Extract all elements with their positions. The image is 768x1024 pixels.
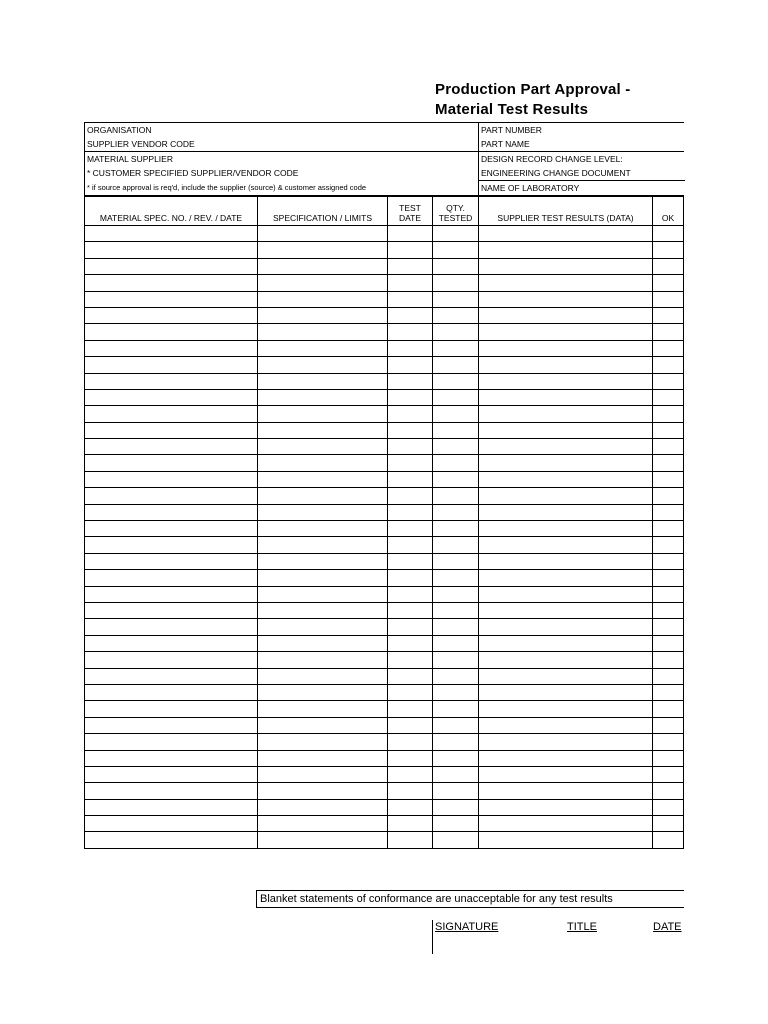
- qty-tested-cell[interactable]: [433, 783, 479, 799]
- qty-tested-cell[interactable]: [433, 701, 479, 717]
- qty-tested-cell[interactable]: [433, 307, 479, 323]
- ok-cell[interactable]: [653, 389, 684, 405]
- supplier-test-results-cell[interactable]: [479, 258, 653, 274]
- test-date-cell[interactable]: [388, 226, 433, 242]
- table-row: [85, 324, 684, 340]
- ok-cell[interactable]: [653, 471, 684, 487]
- table-row: [85, 291, 684, 307]
- col-material-spec-header: MATERIAL SPEC. NO. / REV. / DATE: [85, 197, 258, 226]
- part-number-label: PART NUMBER: [481, 125, 542, 135]
- ok-cell[interactable]: [653, 799, 684, 815]
- supplier-test-results-cell[interactable]: [479, 242, 653, 258]
- specification-limits-cell[interactable]: [258, 668, 388, 684]
- ok-cell[interactable]: [653, 586, 684, 602]
- material-spec-cell[interactable]: [85, 307, 258, 323]
- table-body: [85, 226, 684, 849]
- specification-limits-cell[interactable]: [258, 750, 388, 766]
- material-spec-cell[interactable]: [85, 504, 258, 520]
- ok-cell[interactable]: [653, 488, 684, 504]
- specification-limits-cell[interactable]: [258, 373, 388, 389]
- test-date-cell[interactable]: [388, 422, 433, 438]
- material-spec-cell[interactable]: [85, 357, 258, 373]
- ok-cell[interactable]: [653, 455, 684, 471]
- supplier-test-results-cell[interactable]: [479, 570, 653, 586]
- material-spec-cell[interactable]: [85, 488, 258, 504]
- material-spec-cell[interactable]: [85, 602, 258, 618]
- table-row: [85, 635, 684, 651]
- material-spec-cell[interactable]: [85, 750, 258, 766]
- qty-tested-cell[interactable]: [433, 602, 479, 618]
- supplier-test-results-cell[interactable]: [479, 471, 653, 487]
- test-date-cell[interactable]: [388, 537, 433, 553]
- qty-tested-cell[interactable]: [433, 799, 479, 815]
- qty-tested-cell[interactable]: [433, 242, 479, 258]
- ok-cell[interactable]: [653, 242, 684, 258]
- specification-limits-cell[interactable]: [258, 766, 388, 782]
- table-row: [85, 340, 684, 356]
- test-date-cell[interactable]: [388, 275, 433, 291]
- specification-limits-cell[interactable]: [258, 619, 388, 635]
- specification-limits-cell[interactable]: [258, 242, 388, 258]
- specification-limits-cell[interactable]: [258, 275, 388, 291]
- test-date-cell[interactable]: [388, 783, 433, 799]
- ok-cell[interactable]: [653, 275, 684, 291]
- ok-cell[interactable]: [653, 652, 684, 668]
- qty-tested-cell[interactable]: [433, 750, 479, 766]
- test-date-cell[interactable]: [388, 291, 433, 307]
- material-spec-cell[interactable]: [85, 340, 258, 356]
- qty-tested-cell[interactable]: [433, 275, 479, 291]
- supplier-test-results-cell[interactable]: [479, 734, 653, 750]
- ok-cell[interactable]: [653, 307, 684, 323]
- material-spec-cell[interactable]: [85, 570, 258, 586]
- specification-limits-cell[interactable]: [258, 504, 388, 520]
- material-spec-cell[interactable]: [85, 521, 258, 537]
- qty-tested-cell[interactable]: [433, 521, 479, 537]
- supplier-test-results-cell[interactable]: [479, 717, 653, 733]
- test-date-cell[interactable]: [388, 717, 433, 733]
- qty-tested-cell[interactable]: [433, 324, 479, 340]
- ok-cell[interactable]: [653, 357, 684, 373]
- ok-cell[interactable]: [653, 783, 684, 799]
- table-row: [85, 750, 684, 766]
- material-spec-cell[interactable]: [85, 258, 258, 274]
- qty-tested-cell[interactable]: [433, 373, 479, 389]
- qty-tested-cell[interactable]: [433, 717, 479, 733]
- table-row: [85, 504, 684, 520]
- supplier-test-results-cell[interactable]: [479, 816, 653, 832]
- material-spec-cell[interactable]: [85, 701, 258, 717]
- ok-cell[interactable]: [653, 324, 684, 340]
- signature-divider: [432, 920, 433, 954]
- material-spec-cell[interactable]: [85, 242, 258, 258]
- supplier-test-results-cell[interactable]: [479, 832, 653, 848]
- specification-limits-cell[interactable]: [258, 717, 388, 733]
- table-row: [85, 373, 684, 389]
- supplier-test-results-cell[interactable]: [479, 783, 653, 799]
- qty-tested-cell[interactable]: [433, 357, 479, 373]
- test-date-cell[interactable]: [388, 357, 433, 373]
- ok-cell[interactable]: [653, 701, 684, 717]
- ok-cell[interactable]: [653, 340, 684, 356]
- qty-tested-cell[interactable]: [433, 504, 479, 520]
- specification-limits-cell[interactable]: [258, 488, 388, 504]
- specification-limits-cell[interactable]: [258, 521, 388, 537]
- supplier-test-results-cell[interactable]: [479, 340, 653, 356]
- supplier-test-results-cell[interactable]: [479, 521, 653, 537]
- material-spec-cell[interactable]: [85, 635, 258, 651]
- qty-tested-cell[interactable]: [433, 766, 479, 782]
- test-date-cell[interactable]: [388, 307, 433, 323]
- supplier-test-results-cell[interactable]: [479, 406, 653, 422]
- specification-limits-cell[interactable]: [258, 406, 388, 422]
- table-row: [85, 307, 684, 323]
- table-row: [85, 799, 684, 815]
- qty-tested-cell[interactable]: [433, 586, 479, 602]
- signature-label: SIGNATURE: [435, 921, 499, 933]
- qty-tested-cell[interactable]: [433, 553, 479, 569]
- supplier-test-results-cell[interactable]: [479, 504, 653, 520]
- material-spec-cell[interactable]: [85, 684, 258, 700]
- test-date-cell[interactable]: [388, 258, 433, 274]
- material-spec-cell[interactable]: [85, 799, 258, 815]
- test-date-cell[interactable]: [388, 406, 433, 422]
- qty-tested-cell[interactable]: [433, 734, 479, 750]
- material-spec-cell[interactable]: [85, 537, 258, 553]
- form-title: [435, 80, 631, 120]
- name-of-laboratory-label: NAME OF LABORATORY: [481, 183, 580, 193]
- table-row: [85, 242, 684, 258]
- test-date-cell[interactable]: [388, 816, 433, 832]
- specification-limits-cell[interactable]: [258, 701, 388, 717]
- supplier-test-results-cell[interactable]: [479, 684, 653, 700]
- date-label: DATE: [653, 921, 682, 933]
- test-date-cell[interactable]: [388, 488, 433, 504]
- test-date-cell[interactable]: [388, 750, 433, 766]
- supplier-test-results-cell[interactable]: [479, 439, 653, 455]
- specification-limits-cell[interactable]: [258, 832, 388, 848]
- supplier-test-results-cell[interactable]: [479, 488, 653, 504]
- specification-limits-cell[interactable]: [258, 389, 388, 405]
- material-spec-cell[interactable]: [85, 422, 258, 438]
- qty-tested-cell[interactable]: [433, 652, 479, 668]
- qty-tested-cell[interactable]: [433, 439, 479, 455]
- specification-limits-cell[interactable]: [258, 258, 388, 274]
- specification-limits-cell[interactable]: [258, 340, 388, 356]
- supplier-test-results-cell[interactable]: [479, 668, 653, 684]
- test-date-cell[interactable]: [388, 521, 433, 537]
- specification-limits-cell[interactable]: [258, 816, 388, 832]
- table-row: [85, 422, 684, 438]
- ok-cell[interactable]: [653, 406, 684, 422]
- supplier-test-results-cell[interactable]: [479, 750, 653, 766]
- qty-tested-cell[interactable]: [433, 537, 479, 553]
- material-spec-cell[interactable]: [85, 734, 258, 750]
- test-date-cell[interactable]: [388, 455, 433, 471]
- qty-tested-cell[interactable]: [433, 684, 479, 700]
- ok-cell[interactable]: [653, 521, 684, 537]
- qty-tested-cell[interactable]: [433, 816, 479, 832]
- ok-cell[interactable]: [653, 684, 684, 700]
- qty-tested-cell[interactable]: [433, 635, 479, 651]
- qty-tested-cell[interactable]: [433, 471, 479, 487]
- material-spec-cell[interactable]: [85, 471, 258, 487]
- material-spec-cell[interactable]: [85, 455, 258, 471]
- specification-limits-cell[interactable]: [258, 226, 388, 242]
- table-row: [85, 357, 684, 373]
- col-supplier-test-results-header: SUPPLIER TEST RESULTS (DATA): [479, 197, 653, 226]
- supplier-test-results-cell[interactable]: [479, 701, 653, 717]
- specification-limits-cell[interactable]: [258, 799, 388, 815]
- test-date-cell[interactable]: [388, 242, 433, 258]
- qty-tested-cell[interactable]: [433, 340, 479, 356]
- col-ok-header: OK: [653, 197, 684, 226]
- ok-cell[interactable]: [653, 226, 684, 242]
- qty-tested-cell[interactable]: [433, 291, 479, 307]
- ok-cell[interactable]: [653, 504, 684, 520]
- table-row: [85, 226, 684, 242]
- form-title-line-1: Production Part Approval -: [435, 81, 631, 98]
- supplier-test-results-cell[interactable]: [479, 635, 653, 651]
- specification-limits-cell[interactable]: [258, 553, 388, 569]
- table-row: [85, 684, 684, 700]
- table-row: [85, 652, 684, 668]
- table-row: [85, 668, 684, 684]
- supplier-test-results-cell[interactable]: [479, 602, 653, 618]
- test-date-cell[interactable]: [388, 668, 433, 684]
- ok-cell[interactable]: [653, 717, 684, 733]
- qty-tested-cell[interactable]: [433, 258, 479, 274]
- ok-cell[interactable]: [653, 537, 684, 553]
- blanket-statement-notice: Blanket statements of conformance are unacceptable for any test results: [256, 890, 684, 908]
- test-date-cell[interactable]: [388, 635, 433, 651]
- col-test-date-header: TEST DATE: [388, 197, 433, 226]
- test-date-cell[interactable]: [388, 324, 433, 340]
- material-spec-cell[interactable]: [85, 553, 258, 569]
- specification-limits-cell[interactable]: [258, 734, 388, 750]
- supplier-test-results-cell[interactable]: [479, 307, 653, 323]
- table-row: [85, 389, 684, 405]
- test-date-cell[interactable]: [388, 734, 433, 750]
- test-date-cell[interactable]: [388, 471, 433, 487]
- material-spec-cell[interactable]: [85, 832, 258, 848]
- supplier-test-results-cell[interactable]: [479, 799, 653, 815]
- engineering-change-document-label: ENGINEERING CHANGE DOCUMENT: [481, 168, 631, 178]
- customer-specified-code-label: * CUSTOMER SPECIFIED SUPPLIER/VENDOR CODE: [87, 168, 299, 178]
- header-column-divider: [478, 123, 479, 195]
- specification-limits-cell[interactable]: [258, 471, 388, 487]
- table-row: [85, 602, 684, 618]
- organisation-label: ORGANISATION: [87, 125, 152, 135]
- specification-limits-cell[interactable]: [258, 537, 388, 553]
- material-spec-cell[interactable]: [85, 668, 258, 684]
- ok-cell[interactable]: [653, 734, 684, 750]
- title-label: TITLE: [567, 921, 597, 933]
- table-row: [85, 619, 684, 635]
- qty-tested-cell[interactable]: [433, 422, 479, 438]
- test-date-cell[interactable]: [388, 340, 433, 356]
- table-row: [85, 275, 684, 291]
- table-row: [85, 455, 684, 471]
- supplier-test-results-cell[interactable]: [479, 291, 653, 307]
- qty-tested-cell[interactable]: [433, 488, 479, 504]
- table-row: [85, 537, 684, 553]
- ok-cell[interactable]: [653, 422, 684, 438]
- supplier-test-results-cell[interactable]: [479, 619, 653, 635]
- table-row: [85, 570, 684, 586]
- test-date-cell[interactable]: [388, 766, 433, 782]
- table-row: [85, 734, 684, 750]
- table-row: [85, 406, 684, 422]
- ok-cell[interactable]: [653, 439, 684, 455]
- table-row: [85, 258, 684, 274]
- specification-limits-cell[interactable]: [258, 307, 388, 323]
- material-spec-cell[interactable]: [85, 373, 258, 389]
- test-date-cell[interactable]: [388, 799, 433, 815]
- specification-limits-cell[interactable]: [258, 422, 388, 438]
- specification-limits-cell[interactable]: [258, 455, 388, 471]
- test-date-cell[interactable]: [388, 701, 433, 717]
- specification-limits-cell[interactable]: [258, 570, 388, 586]
- ok-cell[interactable]: [653, 291, 684, 307]
- material-spec-cell[interactable]: [85, 389, 258, 405]
- col-specification-limits-header: SPECIFICATION / LIMITS: [258, 197, 388, 226]
- ok-cell[interactable]: [653, 373, 684, 389]
- supplier-test-results-cell[interactable]: [479, 389, 653, 405]
- test-date-cell[interactable]: [388, 373, 433, 389]
- qty-tested-cell[interactable]: [433, 389, 479, 405]
- specification-limits-cell[interactable]: [258, 586, 388, 602]
- design-record-change-level-label: DESIGN RECORD CHANGE LEVEL:: [481, 154, 623, 164]
- specification-limits-cell[interactable]: [258, 635, 388, 651]
- material-spec-cell[interactable]: [85, 439, 258, 455]
- test-date-cell[interactable]: [388, 439, 433, 455]
- table-row: [85, 521, 684, 537]
- table-row: [85, 766, 684, 782]
- qty-tested-cell[interactable]: [433, 570, 479, 586]
- supplier-test-results-cell[interactable]: [479, 553, 653, 569]
- ok-cell[interactable]: [653, 766, 684, 782]
- test-date-cell[interactable]: [388, 619, 433, 635]
- specification-limits-cell[interactable]: [258, 439, 388, 455]
- specification-limits-cell[interactable]: [258, 602, 388, 618]
- ok-cell[interactable]: [653, 570, 684, 586]
- test-date-cell[interactable]: [388, 684, 433, 700]
- supplier-test-results-cell[interactable]: [479, 357, 653, 373]
- specification-limits-cell[interactable]: [258, 291, 388, 307]
- test-date-cell[interactable]: [388, 504, 433, 520]
- supplier-test-results-cell[interactable]: [479, 373, 653, 389]
- qty-tested-cell[interactable]: [433, 832, 479, 848]
- table-row: [85, 471, 684, 487]
- ok-cell[interactable]: [653, 619, 684, 635]
- material-spec-cell[interactable]: [85, 324, 258, 340]
- ok-cell[interactable]: [653, 668, 684, 684]
- form-title-line-2: Material Test Results: [435, 101, 589, 118]
- form-header-box: [84, 122, 684, 196]
- table-row: [85, 586, 684, 602]
- supplier-test-results-cell[interactable]: [479, 586, 653, 602]
- supplier-vendor-code-label: SUPPLIER VENDOR CODE: [87, 139, 195, 149]
- test-date-cell[interactable]: [388, 652, 433, 668]
- test-results-table: [84, 196, 684, 849]
- specification-limits-cell[interactable]: [258, 783, 388, 799]
- table-row: [85, 553, 684, 569]
- specification-limits-cell[interactable]: [258, 684, 388, 700]
- part-name-label: PART NAME: [481, 139, 530, 149]
- ok-cell[interactable]: [653, 816, 684, 832]
- table-row: [85, 816, 684, 832]
- material-spec-cell[interactable]: [85, 406, 258, 422]
- qty-tested-cell[interactable]: [433, 455, 479, 471]
- supplier-test-results-cell[interactable]: [479, 455, 653, 471]
- table-row: [85, 701, 684, 717]
- ok-cell[interactable]: [653, 258, 684, 274]
- material-spec-cell[interactable]: [85, 619, 258, 635]
- ok-cell[interactable]: [653, 602, 684, 618]
- material-spec-cell[interactable]: [85, 226, 258, 242]
- material-spec-cell[interactable]: [85, 275, 258, 291]
- table-row: [85, 488, 684, 504]
- material-spec-cell[interactable]: [85, 717, 258, 733]
- supplier-test-results-cell[interactable]: [479, 226, 653, 242]
- table-row: [85, 717, 684, 733]
- supplier-test-results-cell[interactable]: [479, 324, 653, 340]
- qty-tested-cell[interactable]: [433, 668, 479, 684]
- qty-tested-cell[interactable]: [433, 226, 479, 242]
- material-spec-cell[interactable]: [85, 766, 258, 782]
- specification-limits-cell[interactable]: [258, 324, 388, 340]
- supplier-test-results-cell[interactable]: [479, 652, 653, 668]
- col-qty-tested-header: QTY. TESTED: [433, 197, 479, 226]
- table-row: [85, 439, 684, 455]
- specification-limits-cell[interactable]: [258, 652, 388, 668]
- supplier-test-results-cell[interactable]: [479, 422, 653, 438]
- test-date-cell[interactable]: [388, 553, 433, 569]
- specification-limits-cell[interactable]: [258, 357, 388, 373]
- supplier-test-results-cell[interactable]: [479, 766, 653, 782]
- table-header-row: [85, 197, 684, 226]
- ok-cell[interactable]: [653, 553, 684, 569]
- ok-cell[interactable]: [653, 635, 684, 651]
- test-date-cell[interactable]: [388, 586, 433, 602]
- test-date-cell[interactable]: [388, 602, 433, 618]
- test-date-cell[interactable]: [388, 389, 433, 405]
- test-date-cell[interactable]: [388, 570, 433, 586]
- source-approval-note: * if source approval is req'd, include the supplier (source) & customer assigned code: [87, 183, 367, 192]
- supplier-test-results-cell[interactable]: [479, 275, 653, 291]
- ok-cell[interactable]: [653, 832, 684, 848]
- qty-tested-cell[interactable]: [433, 619, 479, 635]
- qty-tested-cell[interactable]: [433, 406, 479, 422]
- material-spec-cell[interactable]: [85, 652, 258, 668]
- table-row: [85, 832, 684, 848]
- material-spec-cell[interactable]: [85, 783, 258, 799]
- supplier-test-results-cell[interactable]: [479, 537, 653, 553]
- test-date-cell[interactable]: [388, 832, 433, 848]
- material-spec-cell[interactable]: [85, 586, 258, 602]
- material-spec-cell[interactable]: [85, 816, 258, 832]
- material-spec-cell[interactable]: [85, 291, 258, 307]
- material-supplier-label: MATERIAL SUPPLIER: [87, 154, 173, 164]
- ok-cell[interactable]: [653, 750, 684, 766]
- table-row: [85, 783, 684, 799]
